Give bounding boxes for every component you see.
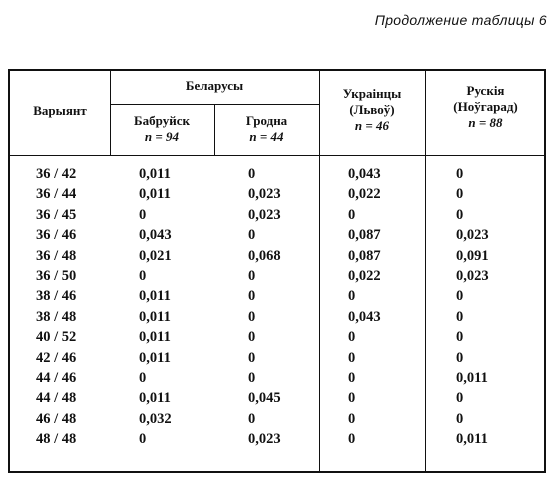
cell-ukrainians: 0 xyxy=(348,410,356,427)
cell-variant: 46 / 48 xyxy=(36,410,77,427)
header-ukrainians xyxy=(319,86,425,134)
cell-variant: 38 / 48 xyxy=(36,308,77,325)
cell-babruisk: 0 xyxy=(139,206,147,223)
header-ukrainians-label: Украінцы xyxy=(342,86,402,101)
cell-grodna: 0 xyxy=(248,369,256,386)
cell-russians: 0,023 xyxy=(456,227,489,244)
cell-ukrainians: 0 xyxy=(348,329,356,346)
cell-babruisk: 0 xyxy=(139,267,147,284)
cell-ukrainians: 0,087 xyxy=(348,247,381,264)
cell-babruisk: 0,011 xyxy=(139,329,171,346)
cell-russians: 0 xyxy=(456,166,464,182)
cell-russians: 0 xyxy=(456,288,464,305)
cell-variant: 38 / 46 xyxy=(36,288,77,305)
cell-babruisk: 0,011 xyxy=(139,288,171,305)
cell-babruisk: 0,021 xyxy=(139,247,172,264)
cell-ukrainians: 0,043 xyxy=(348,308,381,325)
header-babruisk-n: n = 94 xyxy=(144,129,180,144)
cell-russians: 0,091 xyxy=(456,247,489,264)
header-belarusians: Беларусы xyxy=(185,78,244,93)
table-body xyxy=(8,164,546,449)
cell-variant: 36 / 48 xyxy=(36,247,77,264)
cell-grodna: 0,068 xyxy=(248,247,281,264)
cell-variant: 36 / 44 xyxy=(36,186,77,203)
cell-grodna: 0 xyxy=(248,410,256,427)
cell-grodna: 0 xyxy=(248,288,256,305)
header-grodna-n: n = 44 xyxy=(249,129,284,144)
cell-grodna: 0 xyxy=(248,308,256,325)
cell-babruisk: 0,011 xyxy=(139,349,171,366)
cell-ukrainians: 0 xyxy=(348,431,356,448)
cell-grodna: 0 xyxy=(248,267,256,284)
cell-ukrainians: 0,087 xyxy=(348,227,381,244)
header-babruisk xyxy=(110,113,214,145)
header-russians-place: (Ноўгарад) xyxy=(453,99,518,114)
cell-babruisk: 0,011 xyxy=(139,186,171,203)
cell-grodna: 0 xyxy=(248,166,256,182)
header-grodna xyxy=(214,113,319,145)
cell-russians: 0 xyxy=(456,349,464,366)
table-row xyxy=(8,348,546,368)
cell-grodna: 0 xyxy=(248,349,256,366)
cell-ukrainians: 0,043 xyxy=(348,166,381,182)
cell-variant: 48 / 48 xyxy=(36,431,77,448)
cell-variant: 36 / 45 xyxy=(36,206,77,223)
cell-variant: 44 / 46 xyxy=(36,369,77,386)
header-grodna-label: Гродна xyxy=(245,113,288,128)
cell-babruisk: 0 xyxy=(139,369,147,386)
header-russians-label: Рускія xyxy=(466,83,505,98)
table-row xyxy=(8,225,546,245)
cell-grodna: 0,023 xyxy=(248,431,281,448)
cell-russians: 0 xyxy=(456,410,464,427)
header-babruisk-label: Бабруйск xyxy=(134,113,190,128)
cell-russians: 0,011 xyxy=(456,431,488,448)
cell-russians: 0 xyxy=(456,329,464,346)
table-row xyxy=(8,286,546,306)
header-russians-n: n = 88 xyxy=(468,115,503,130)
cell-ukrainians: 0,022 xyxy=(348,267,381,284)
cell-ukrainians: 0 xyxy=(348,288,356,305)
cell-grodna: 0 xyxy=(248,329,256,346)
header-variant: Варыянт xyxy=(33,103,87,118)
table-row xyxy=(8,164,546,184)
cell-russians: 0,011 xyxy=(456,369,488,386)
table-continuation-caption: Продолжение таблицы 6 xyxy=(374,12,547,28)
cell-grodna: 0 xyxy=(248,227,256,244)
cell-babruisk: 0,032 xyxy=(139,410,172,427)
table-row xyxy=(8,368,546,388)
table-row xyxy=(8,205,546,225)
table-row xyxy=(8,266,546,286)
header-bottom-rule xyxy=(8,155,546,156)
cell-babruisk: 0,043 xyxy=(139,227,172,244)
cell-grodna: 0,023 xyxy=(248,206,281,223)
cell-variant: 36 / 46 xyxy=(36,227,77,244)
cell-russians: 0,023 xyxy=(456,267,489,284)
header-ukrainians-place: (Львоў) xyxy=(349,102,395,117)
cell-babruisk: 0,011 xyxy=(139,308,171,325)
table-row xyxy=(8,307,546,327)
header-russians xyxy=(425,83,546,131)
header-ukrainians-n: n = 46 xyxy=(354,118,390,133)
table-row xyxy=(8,388,546,408)
cell-russians: 0 xyxy=(456,390,464,407)
cell-variant: 36 / 50 xyxy=(36,267,77,284)
cell-variant: 36 / 42 xyxy=(36,166,77,182)
cell-grodna: 0,045 xyxy=(248,390,281,407)
table-row xyxy=(8,184,546,204)
table-row xyxy=(8,246,546,266)
cell-variant: 40 / 52 xyxy=(36,329,77,346)
cell-ukrainians: 0 xyxy=(348,369,356,386)
cell-ukrainians: 0,022 xyxy=(348,186,381,203)
table-row xyxy=(8,429,546,449)
table-row xyxy=(8,409,546,429)
cell-ukrainians: 0 xyxy=(348,206,356,223)
cell-babruisk: 0,011 xyxy=(139,166,171,182)
cell-variant: 44 / 48 xyxy=(36,390,77,407)
table-row xyxy=(8,327,546,347)
cell-ukrainians: 0 xyxy=(348,349,356,366)
cell-grodna: 0,023 xyxy=(248,186,281,203)
cell-variant: 42 / 46 xyxy=(36,349,77,366)
cell-russians: 0 xyxy=(456,186,464,203)
cell-babruisk: 0 xyxy=(139,431,147,448)
cell-babruisk: 0,011 xyxy=(139,390,171,407)
cell-russians: 0 xyxy=(456,308,464,325)
cell-russians: 0 xyxy=(456,206,464,223)
cell-ukrainians: 0 xyxy=(348,390,356,407)
